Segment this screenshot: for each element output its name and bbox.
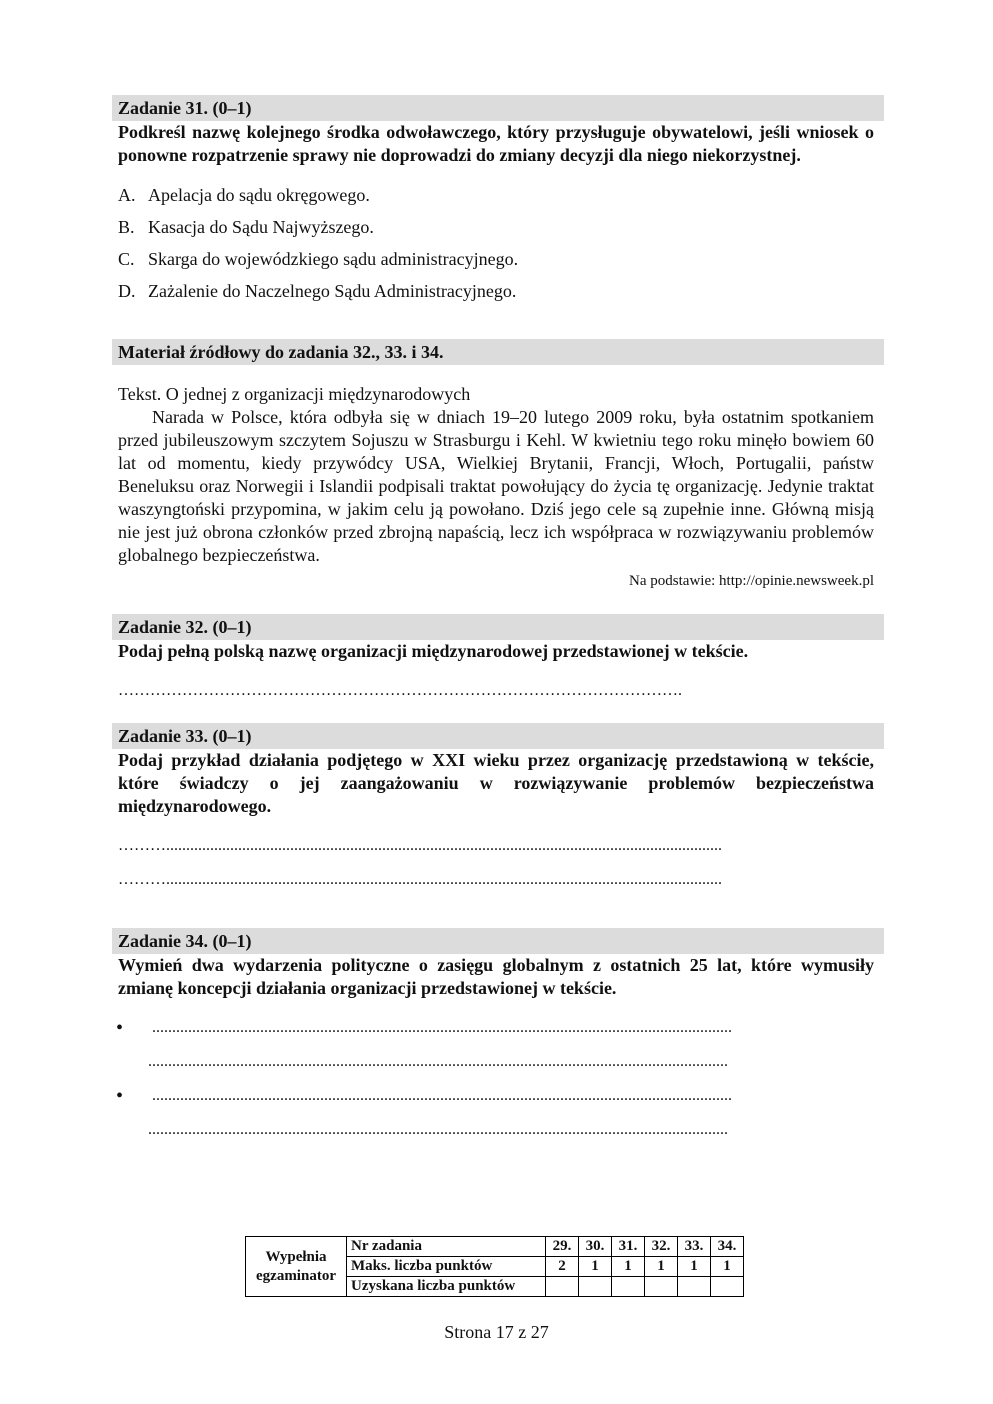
task34-question: Wymień dwa wydarzenia polityczne o zasięgu globalnym z ostatnich 25 lat, które wymusiły zmianę koncepcji działania organizacji przedstawionej w tekście.: [118, 955, 874, 998]
max-points-cell: 1: [579, 1257, 612, 1277]
obtained-points-cell[interactable]: [579, 1277, 612, 1297]
option-text: Kasacja do Sądu Najwyższego.: [148, 217, 374, 237]
task34-answer-1-cont: [148, 1052, 884, 1072]
answer-line[interactable]: .................................................................................................................................................: [152, 1087, 732, 1104]
max-points-cell: 2: [546, 1257, 579, 1277]
max-points-cell: 1: [645, 1257, 678, 1277]
task-number-cell: 34.: [711, 1237, 744, 1257]
exam-page: [112, 95, 884, 1140]
source-text: Narada w Polsce, która odbyła się w dniach 19–20 lutego 2009 roku, była ostatnim spotkaniem przed jubileuszowym szczytem Sojuszu w Strasburgu i Kehl. W kwietniu tego roku minęło bowiem 60 lat od momentu, kiedy przywódcy USA, Wielkiej Brytanii, Francji, Włoch, Portugalii, państw Beneluksu oraz Norwegii i Islandii podpisali traktat powołujący do życia tę organizację. Jedynie traktat waszyngtoński przypomina, w jakim celu ją powołano. Dziś jego cele są zupełnie inne. Główną misją nie jest już obrona członków przed zbrojną napaścią, lecz ich współpraca w rozwiązywaniu problemów globalnego bezpieczeństwa.: [118, 407, 874, 565]
obtained-points-cell[interactable]: [678, 1277, 711, 1297]
row-label-max-points: Maks. liczba punktów: [347, 1257, 546, 1277]
max-points-cell: 1: [612, 1257, 645, 1277]
option-letter: A.: [118, 185, 136, 205]
task-number-cell: 32.: [645, 1237, 678, 1257]
task34-answer-1: [112, 1018, 884, 1038]
max-points-cell: 1: [678, 1257, 711, 1277]
obtained-points-cell[interactable]: [645, 1277, 678, 1297]
task-number-cell: 29.: [546, 1237, 579, 1257]
option-letter: B.: [118, 217, 135, 237]
obtained-points-cell[interactable]: [546, 1277, 579, 1297]
task33-answer-line-2[interactable]: ………...........................................................................................................................................: [118, 871, 722, 888]
option-b[interactable]: [118, 211, 884, 243]
source-header: Materiał źródłowy do zadania 32., 33. i 34.: [112, 339, 884, 365]
task33-answer-line-1[interactable]: ………...........................................................................................................................................: [118, 837, 722, 854]
task31-question: Podkreśl nazwę kolejnego środka odwoławczego, który przysługuje obywatelowi, jeśli wniosek o ponowne rozpatrzenie sprawy nie doprowadzi do zmiany decyzji dla niego niekorzystnej.: [118, 122, 874, 165]
task32-answer-line[interactable]: …………………………………………………………………………………………….: [118, 682, 682, 699]
option-d[interactable]: [118, 275, 884, 307]
task-number-cell: 30.: [579, 1237, 612, 1257]
score-table: [245, 1236, 744, 1297]
examiner-label: [246, 1237, 347, 1297]
obtained-points-cell[interactable]: [711, 1277, 744, 1297]
task-number-cell: 31.: [612, 1237, 645, 1257]
page-number: Strona 17 z 27: [444, 1322, 549, 1342]
answer-line[interactable]: .................................................................................................................................................: [148, 1053, 728, 1070]
option-text: Apelacja do sądu okręgowego.: [148, 185, 370, 205]
task31-header: Zadanie 31. (0–1): [112, 95, 884, 121]
row-label-task-number: Nr zadania: [347, 1237, 546, 1257]
bullet-icon: •: [116, 1017, 124, 1039]
max-points-cell: 1: [711, 1257, 744, 1277]
option-a[interactable]: [118, 179, 884, 211]
option-text: Zażalenie do Naczelnego Sądu Administracyjnego.: [148, 281, 517, 301]
task31-options: [112, 179, 884, 307]
task34-answer-2-cont: [148, 1120, 884, 1140]
source-citation: Na podstawie: http://opinie.newsweek.pl: [629, 573, 874, 589]
task32-header: Zadanie 32. (0–1): [112, 614, 884, 640]
examiner-label-line1: Wypełnia: [265, 1248, 327, 1265]
source-title: Tekst. O jednej z organizacji międzynarodowych: [118, 384, 471, 404]
option-c[interactable]: [118, 243, 884, 275]
task33-question: Podaj przykład działania podjętego w XXI wieku przez organizację przedstawioną w tekście, które świadczy o jej zaangażowaniu w rozwiązywanie problemów bezpieczeństwa międzynarodowego.: [118, 750, 874, 816]
task-number-cell: 33.: [678, 1237, 711, 1257]
task33-header: Zadanie 33. (0–1): [112, 723, 884, 749]
answer-line[interactable]: .................................................................................................................................................: [148, 1121, 728, 1138]
bullet-icon: •: [116, 1085, 124, 1107]
task34-header: Zadanie 34. (0–1): [112, 928, 884, 954]
answer-line[interactable]: .................................................................................................................................................: [152, 1019, 732, 1036]
option-letter: D.: [118, 281, 136, 301]
task34-answer-2: [112, 1086, 884, 1106]
obtained-points-cell[interactable]: [612, 1277, 645, 1297]
option-letter: C.: [118, 249, 135, 269]
option-text: Skarga do wojewódzkiego sądu administracyjnego.: [148, 249, 519, 269]
examiner-label-line2: egzaminator: [256, 1267, 336, 1284]
row-label-obtained-points: Uzyskana liczba punktów: [347, 1277, 546, 1297]
task32-question: Podaj pełną polską nazwę organizacji międzynarodowej przedstawionej w tekście.: [118, 641, 749, 661]
